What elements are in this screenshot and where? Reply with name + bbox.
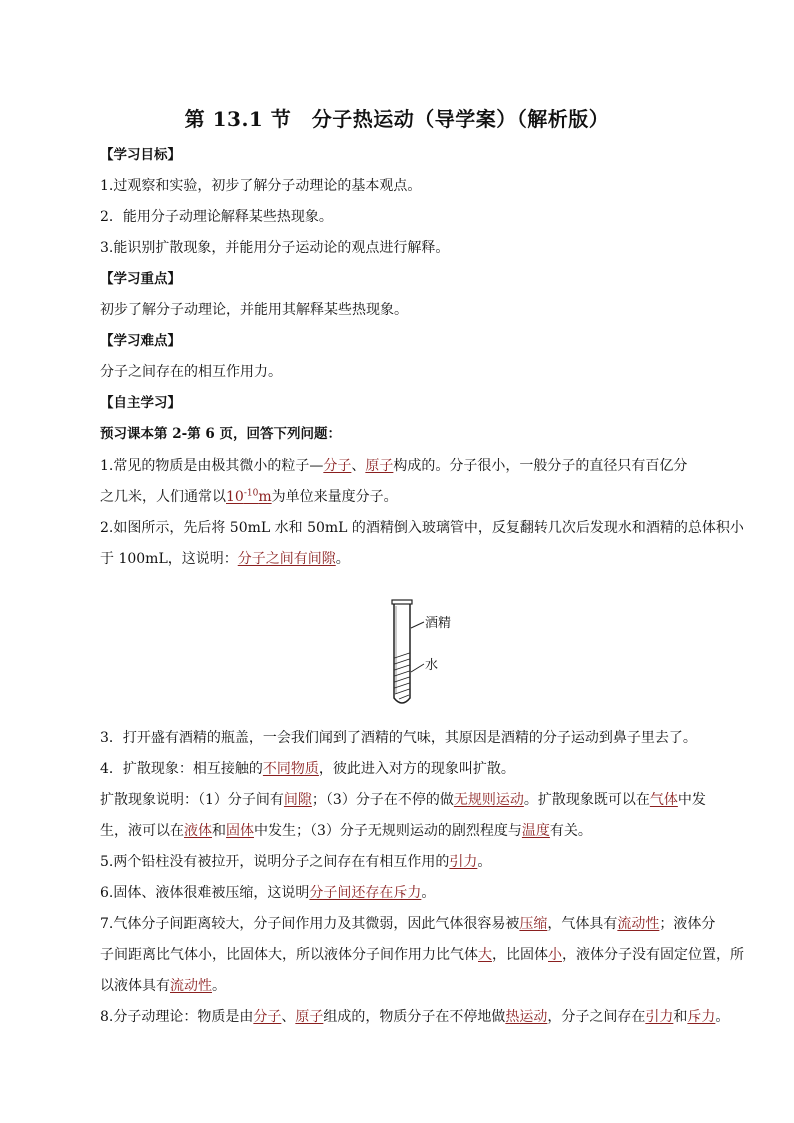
objective-2: 2．能用分子动理论解释某些热现象。 (100, 209, 333, 225)
question-1-line-2: 之几米，人们通常以$10^{-10}m$为单位来量度分子。 (100, 488, 398, 505)
question-8: 8.分子动理论：物质是由分子、原子组成的，物质分子在不停地做热运动，分子之间存在引力和斥力。 (100, 1009, 730, 1025)
preview-instruction: 预习课本第 2-第 6 页，回答下列问题： (100, 426, 341, 442)
objective-1: 1.过观察和实验，初步了解分子动理论的基本观点。 (100, 178, 422, 194)
objective-3: 3.能识别扩散现象，并能用分子运动论的观点进行解释。 (100, 240, 450, 256)
section-keypoint: 【学习重点】 (100, 271, 181, 287)
answer-molecule: 分子 (323, 458, 352, 474)
section-objectives: 【学习目标】 (100, 147, 181, 163)
question-7-line-1: 7.气体分子间距离较大，分子间作用力及其微弱，因此气体很容易被压缩，气体具有流动性；液体分 (100, 916, 716, 932)
difficulty-text: 分子之间存在的相互作用力。 (100, 364, 282, 380)
question-7-line-3: 以液体具有流动性。 (100, 978, 226, 994)
diffusion-line-2: 生，液可以在液体和固体中发生；（3）分子无规则运动的剧烈程度与温度有关。 (100, 823, 592, 839)
question-6: 6.固体、液体很难被压缩，这说明分子间还存在斥力。 (100, 885, 436, 901)
section-difficulty: 【学习难点】 (100, 333, 181, 349)
keypoint-text: 初步了解分子动理论，并能用其解释某些热现象。 (100, 302, 408, 318)
answer-unit: $10^{-10}m$ (226, 488, 272, 505)
label-alcohol: 酒精 (425, 616, 452, 631)
question-4: 4．扩散现象：相互接触的不同物质，彼此进入对方的现象叫扩散。 (100, 761, 515, 777)
page-title: 第 13.1 节 分子热运动（导学案）（解析版） (184, 107, 610, 131)
answer-different-substances: 不同物质 (262, 761, 319, 777)
section-selfstudy: 【自主学习】 (100, 395, 181, 411)
test-tube-figure (380, 598, 480, 710)
answer-gap: 分子之间有间隙 (237, 551, 336, 567)
answer-atom: 原子 (365, 458, 394, 474)
question-3: 3．打开盛有酒精的瓶盖，一会我们闻到了酒精的气味，其原因是酒精的分子运动到鼻子里去了。 (100, 730, 697, 746)
question-2-line-2: 于 100mL，这说明：分子之间有间隙。 (100, 551, 350, 567)
question-1-line-1: 1.常见的物质是由极其微小的粒子—分子、原子构成的。分子很小，一般分子的直径只有百亿分 (100, 458, 688, 474)
diffusion-line-1: 扩散现象说明：（1）分子间有间隙；（3）分子在不停的做无规则运动。扩散现象既可以在气体中发 (100, 792, 706, 808)
label-water: 水 (425, 658, 439, 673)
question-7-line-2: 子间距离比气体小，比固体大，所以液体分子间作用力比气体大，比固体小，液体分子没有固定位置，所 (100, 947, 744, 963)
question-2-line-1: 2.如图所示，先后将 50mL 水和 50mL 的酒精倒入玻璃管中，反复翻转几次后发现水和酒精的总体积小 (100, 520, 744, 536)
question-5: 5.两个铅柱没有被拉开，说明分子之间存在有相互作用的引力。 (100, 854, 492, 870)
